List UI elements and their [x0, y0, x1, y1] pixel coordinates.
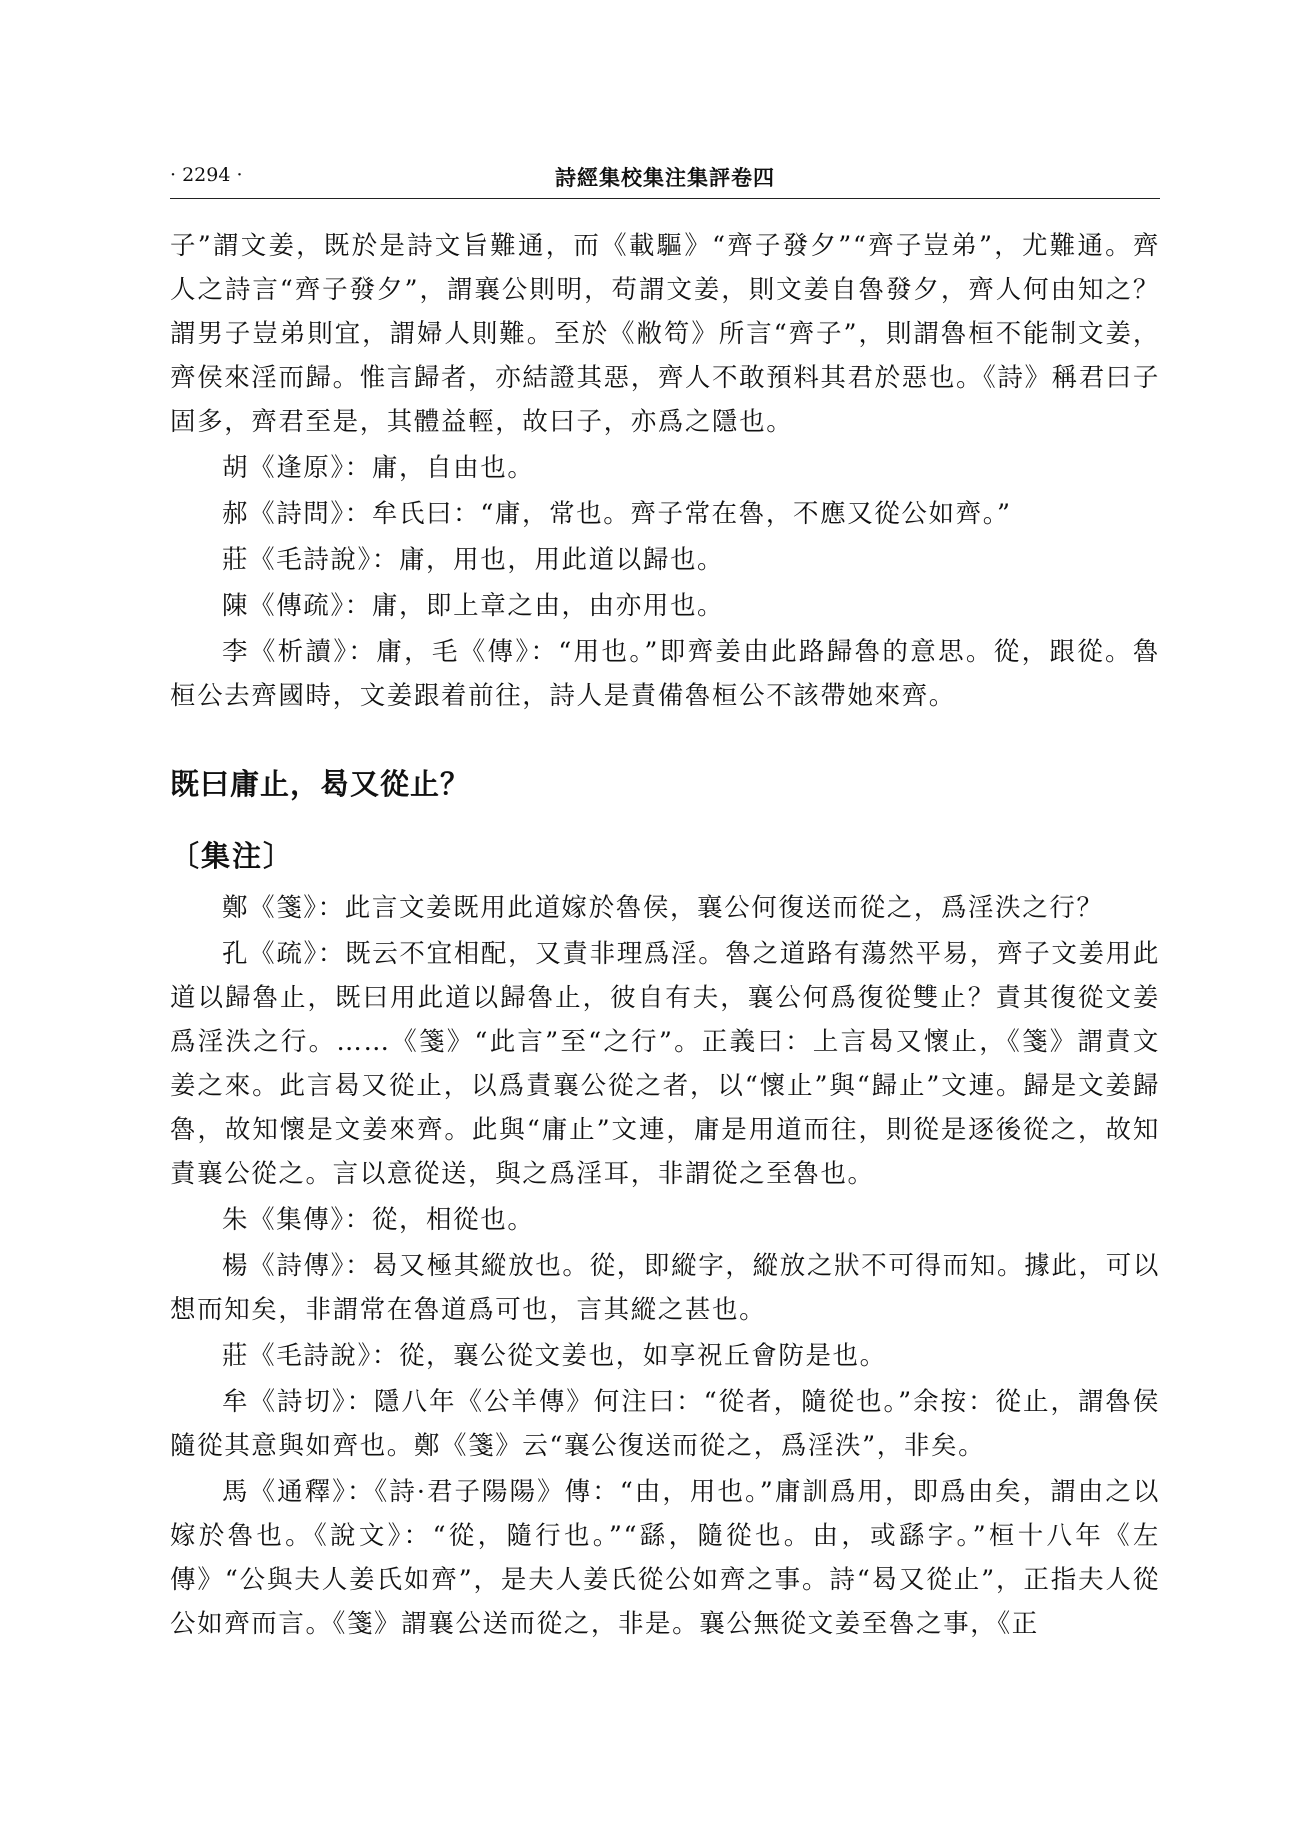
- page-body: [170, 224, 1160, 1646]
- verse-line: 既曰庸止，曷又從止？: [170, 767, 471, 801]
- commentary-li: 李《析讀》：庸，毛《傳》：“用也。”即齊姜由此路歸魯的意思。從，跟從。魯桓公去齊國時，文姜跟着前往，詩人是責備魯桓公不該帶她來齊。: [170, 637, 1160, 711]
- commentary-hu: 胡《逢原》：庸，自由也。: [222, 453, 535, 483]
- running-title: 詩經集校集注集評卷四: [555, 165, 775, 190]
- section-heading: 〔集注〕: [170, 839, 295, 873]
- note-zhuang: 莊《毛詩說》：從，襄公從文姜也，如享祝丘會防是也。: [222, 1341, 887, 1371]
- header-rule: [170, 198, 1160, 199]
- page-header: [170, 164, 1160, 194]
- note-kong: 孔《疏》：既云不宜相配，又責非理爲淫。魯之道路有蕩然平易，齊子文姜用此道以歸魯止，既曰用此道以歸魯止，彼自有夫，襄公何爲復從雙止？責其復從文姜爲淫泆之行。……《箋》“此言”至“之行”。正義曰：上言曷又懷止，《箋》謂責文姜之來。此言曷又從止，以爲責襄公從之者，以“懷止”與“歸止”文連。歸是文姜歸魯，故知懷是文姜來齊。此與“庸止”文連，庸是用道而往，則從是逐後從之，故知責襄公從之。言以意從送，與之爲淫耳，非謂從之至魯也。: [170, 939, 1160, 1189]
- commentary-chen: 陳《傳疏》：庸，即上章之由，由亦用也。: [222, 591, 725, 621]
- paragraph-continued: 子”謂文姜，既於是詩文旨難通，而《載驅》“齊子發夕”“齊子豈弟”，尤難通。齊人之詩言“齊子發夕”，謂襄公則明，苟謂文姜，則文姜自魯發夕，齊人何由知之？謂男子豈弟則宜，謂婦人則難。至於《敝笱》所言“齊子”，則謂魯桓不能制文姜，齊侯來淫而歸。惟言歸者，亦結證其惡，齊人不敢預料其君於惡也。《詩》稱君曰子固多，齊君至是，其體益輕，故曰子，亦爲之隱也。: [170, 231, 1160, 437]
- note-zhu: 朱《集傳》：從，相從也。: [222, 1205, 535, 1235]
- note-zheng: 鄭《箋》：此言文姜既用此道嫁於魯侯，襄公何復送而從之，爲淫泆之行？: [222, 893, 1104, 923]
- note-yang: 楊《詩傳》：曷又極其縱放也。從，即縱字，縱放之狀不可得而知。據此，可以想而知矣，非謂常在魯道爲可也，言其縱之甚也。: [170, 1251, 1160, 1325]
- commentary-zhuang: 莊《毛詩說》：庸，用也，用此道以歸也。: [222, 545, 725, 575]
- commentary-hao: 郝《詩問》：牟氏曰：“庸，常也。齊子常在魯，不應又從公如齊。”: [222, 499, 1012, 529]
- note-ma: 馬《通釋》：《詩·君子陽陽》傳：“由，用也。”庸訓爲用，即爲由矣，謂由之以嫁於魯也。《說文》：“從，隨行也。”“繇，隨從也。由，或繇字。”桓十八年《左傳》“公與夫人姜氏如齊”，是夫人姜氏從公如齊之事。詩“曷又從止”，正指夫人從公如齊而言。《箋》謂襄公送而從之，非是。襄公無從文姜至魯之事，《正: [170, 1477, 1160, 1639]
- page-number: · 2294 ·: [170, 164, 243, 186]
- note-mou: 牟《詩切》：隱八年《公羊傳》何注曰：“從者，隨從也。”余按：從止，謂魯侯隨從其意與如齊也。鄭《箋》云“襄公復送而從之，爲淫泆”，非矣。: [170, 1387, 1160, 1461]
